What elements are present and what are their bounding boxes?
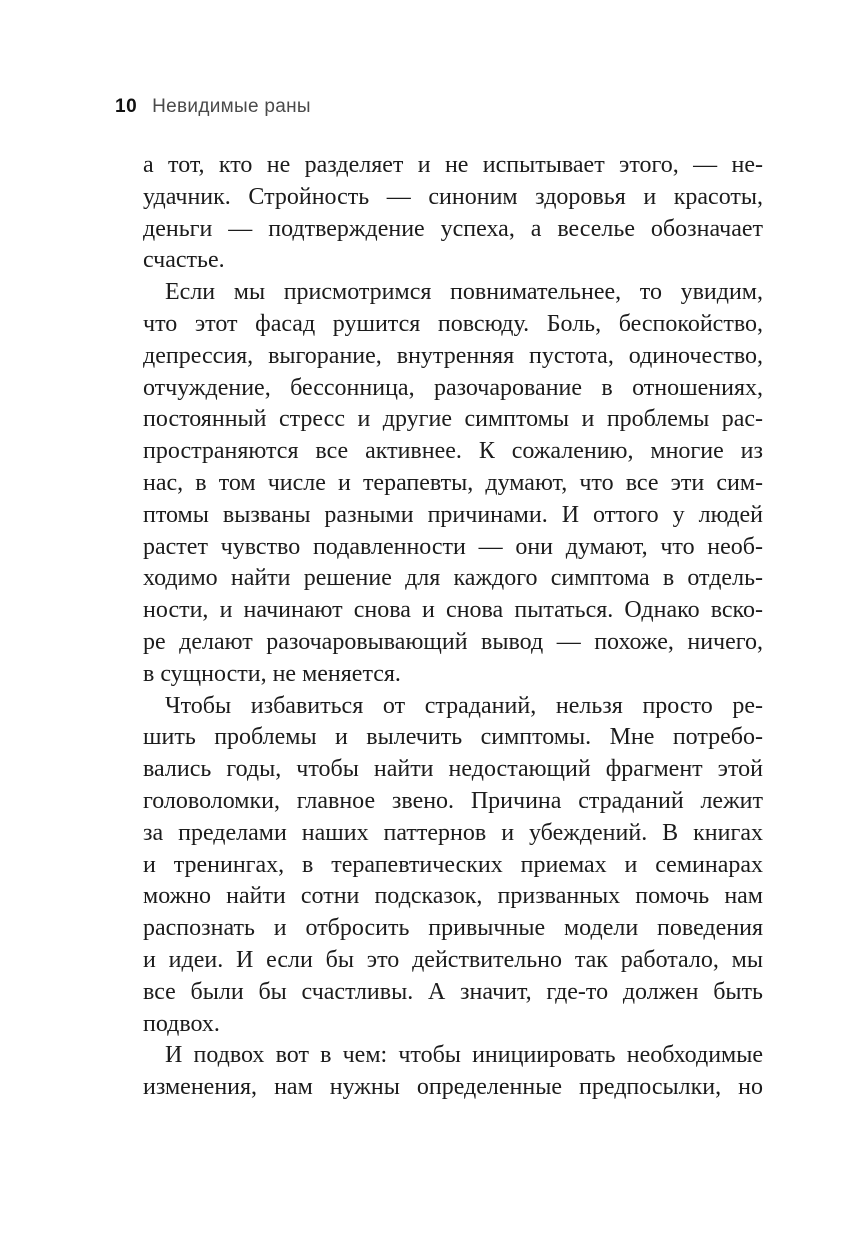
text-line: и тренингах, в терапевтических приемах и семинарах — [143, 851, 763, 878]
text-line: И подвох вот в чем: чтобы инициировать необходимые — [165, 1042, 763, 1069]
text-line: деньги — подтверждение успеха, а веселье обозначает — [143, 215, 763, 242]
text-line: вались годы, чтобы найти недостающий фрагмент этой — [143, 756, 763, 783]
text-line: депрессия, выгорание, внутренняя пустота, одиночество, — [143, 342, 763, 369]
text-body — [143, 150, 763, 1104]
paragraph — [143, 150, 763, 277]
text-line: в сущности, не меняется. — [143, 660, 401, 687]
text-line: пространяются все активнее. К сожалению, многие из — [143, 438, 763, 465]
text-line: подвох. — [143, 1010, 220, 1037]
paragraph — [143, 277, 763, 690]
text-line: ре делают разочаровывающий вывод — похоже, ничего, — [143, 628, 763, 655]
text-line: нас, в том числе и терапевты, думают, что все эти сим- — [143, 469, 763, 496]
text-line: можно найти сотни подсказок, призванных помочь нам — [143, 883, 763, 910]
text-line: ходимо найти решение для каждого симптома в отдель- — [143, 565, 763, 592]
text-line: и идеи. И если бы это действительно так работало, мы — [143, 946, 763, 973]
page-header — [115, 96, 311, 118]
text-line: за пределами наших паттернов и убеждений. В книгах — [143, 819, 763, 846]
paragraph — [143, 1040, 763, 1104]
text-line: а тот, кто не разделяет и не испытывает этого, — не- — [143, 152, 763, 178]
text-line: счастье. — [143, 247, 225, 274]
text-line: удачник. Стройность — синоним здоровья и красоты, — [143, 183, 763, 210]
text-line: головоломки, главное звено. Причина страданий лежит — [143, 787, 763, 814]
book-title: Невидимые раны — [152, 96, 311, 117]
text-line: постоянный стресс и другие симптомы и проблемы рас- — [143, 406, 763, 433]
text-line: Чтобы избавиться от страданий, нельзя просто ре- — [165, 692, 763, 719]
text-line: распознать и отбросить привычные модели поведения — [143, 915, 763, 942]
text-line: Если мы присмотримся повнимательнее, то увидим, — [165, 279, 763, 306]
page-number: 10 — [115, 96, 138, 117]
paragraph — [143, 691, 763, 1041]
text-line: все были бы счастливы. А значит, где-то должен быть — [143, 978, 763, 1005]
text-line: растет чувство подавленности — они думают, что необ- — [143, 533, 763, 560]
text-line: ности, и начинают снова и снова пытаться. Однако вско- — [143, 597, 763, 624]
text-line: изменения, нам нужны определенные предпосылки, но — [143, 1074, 763, 1101]
text-line: что этот фасад рушится повсюду. Боль, беспокойство, — [143, 310, 763, 337]
text-line: отчуждение, бессонница, разочарование в отношениях, — [143, 374, 763, 401]
text-line: птомы вызваны разными причинами. И оттого у людей — [143, 501, 763, 528]
text-line: шить проблемы и вылечить симптомы. Мне потребо- — [143, 724, 763, 751]
